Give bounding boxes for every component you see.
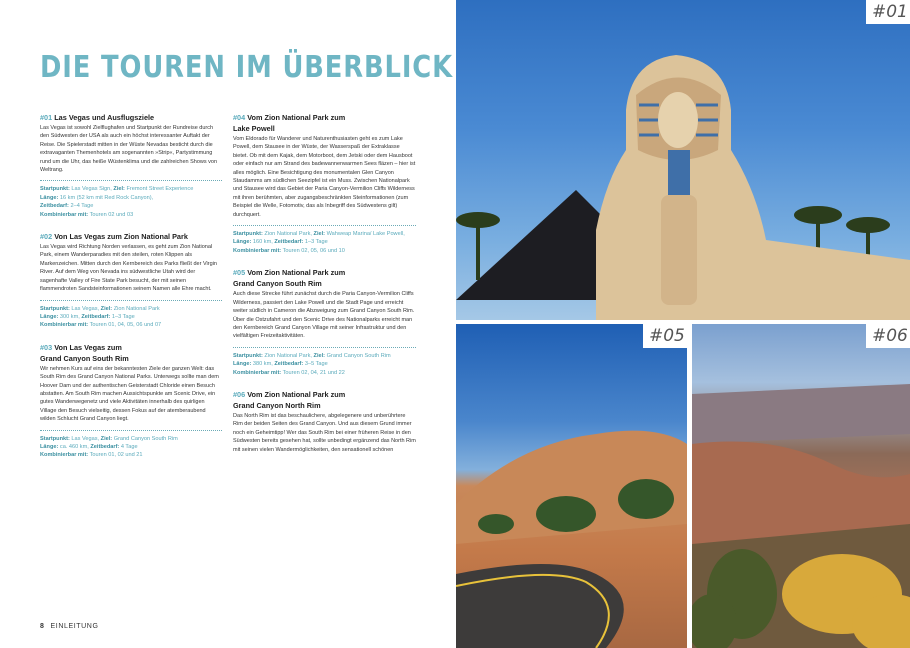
page-footer <box>40 623 99 630</box>
zeit-value: 3–5 Tage <box>304 361 328 368</box>
ziel-value: Fremont Street Experience <box>126 186 194 193</box>
tour-heading <box>40 231 222 242</box>
ziel-label: Ziel: <box>100 305 113 312</box>
column-left <box>40 112 222 472</box>
tour-description: Wir nehmen Kurs auf eins der bekanntesten Ziele der ganzen Welt: das South Rim des Grand Canyon National Parks. Unterwegs sollte man dem Hoover Dam und der authentischen Geisterstadt Chloride einen Besuch abstatten. Am South Rim machen Aussichtspunkte am Scenic Drive, ein gutes Wanderwegenetz und viele Aktivitäten innerhalb des quirligen Village den Besuch vielseitig, dessen Fokus auf der atemberaubend wilden Schlucht Grand Canyon liegt. <box>40 365 219 423</box>
komb-label: Kombinierbar mit: <box>233 369 282 376</box>
tour-info <box>40 435 222 460</box>
start-value: Zion National Park, <box>264 231 312 238</box>
zeit-value: 2–4 Tage <box>70 203 94 210</box>
komb-value: Touren 02, 04, 21 und 22 <box>282 369 345 376</box>
tour-title: Vom Zion National Park zum <box>247 268 346 278</box>
sphinx-illustration <box>456 0 910 320</box>
tour-number: #01 <box>40 113 53 122</box>
zeit-label: Zeitbedarf: <box>81 313 111 320</box>
komb-value: Touren 02, 05, 06 und 10 <box>282 247 345 254</box>
photo-badge: #06 <box>866 324 910 348</box>
start-value: Las Vegas, <box>71 305 100 312</box>
tour-number: #06 <box>233 389 246 399</box>
divider <box>40 430 222 431</box>
tour-description: Auch diese Strecke führt zunächst durch die Paria Canyon-Vermilion Cliffs Wilderness, passiert den Lake Powell und die Stadt Page und erreicht weiter südlich in Cameron die Abzweigung zum Grand Canyon South Rim. Über die Ostzufahrt und den Scenic Drive des Nationalparks erreicht man den Kernbereich Grand Canyon Village mit seiner Infrastruktur und den vielfältigen Freizeitaktivitäten. <box>233 291 415 340</box>
tour-heading <box>40 112 222 123</box>
tour-title: Vom Zion National Park zum <box>247 389 346 399</box>
tour-title-line2: Grand Canyon South Rim <box>40 353 129 363</box>
komb-label: Kombinierbar mit: <box>233 247 282 254</box>
tour-info <box>40 305 222 330</box>
start-value: Las Vegas, <box>71 435 100 442</box>
zeit-label: Zeitbedarf: <box>90 443 120 450</box>
tour-02 <box>40 231 222 330</box>
start-value: Las Vegas Sign, <box>71 186 112 193</box>
ziel-label: Ziel: <box>313 352 326 359</box>
zeit-value: 1–3 Tage <box>304 239 328 246</box>
ziel-label: Ziel: <box>113 186 125 193</box>
start-value: Zion National Park, <box>264 352 312 359</box>
divider <box>40 300 222 301</box>
laenge-value: 300 km, <box>59 313 80 320</box>
start-label: Startpunkt: <box>233 352 263 359</box>
tour-05 <box>233 267 416 377</box>
tour-number: #04 <box>233 113 246 122</box>
zeit-label: Zeitbedarf: <box>40 203 69 210</box>
sphinx-face <box>658 92 698 148</box>
divider <box>233 225 416 226</box>
tour-04 <box>233 112 416 255</box>
tour-heading <box>233 389 416 411</box>
ziel-value: Zion National Park <box>113 305 160 312</box>
komb-value: Touren 01, 04, 05, 06 und 07 <box>89 322 162 329</box>
tour-number: #02 <box>40 232 53 242</box>
tour-description: Das North Rim ist das beschaulichere, abgelegenere und unberührtere Rim der beiden Seiten des Grand Canyon. Und aus diesem Grund immer noch ein Geheimtipp! Wer das South Rim bei einer früheren Reise in den Südwesten bereits gesehen hat, sollte unbedingt ergänzend das North Rim mit seinen vielen Wandermöglichkeiten, den sensationell schönen <box>233 412 416 453</box>
divider <box>233 347 416 348</box>
tour-06 <box>233 389 416 454</box>
zeit-label: Zeitbedarf: <box>274 239 304 246</box>
komb-label: Kombinierbar mit: <box>40 452 89 459</box>
start-label: Startpunkt: <box>233 231 263 238</box>
tour-03 <box>40 342 222 460</box>
tour-title-line2: Lake Powell <box>233 124 275 133</box>
road <box>456 564 624 648</box>
laenge-value: 160 km, <box>252 239 273 246</box>
page-number: 8 <box>40 623 45 630</box>
laenge-label: Länge: <box>233 239 252 246</box>
tour-01 <box>40 112 222 219</box>
laenge-value: 16 km (52 km mit Red Rock Canyon), <box>59 194 154 201</box>
ziel-label: Ziel: <box>100 435 113 442</box>
laenge-label: Länge: <box>233 361 252 368</box>
zeit-value: 1–3 Tage <box>111 313 135 320</box>
komb-label: Kombinierbar mit: <box>40 322 89 329</box>
tour-title: Las Vegas und Ausflugsziele <box>54 113 155 122</box>
start-label: Startpunkt: <box>40 305 70 312</box>
tour-description: Vom Eldorado für Wanderer und Naturenthusiasten geht es zum Lake Powell, dem Stausee in der Wüste, der Wasserspaß der Extraklasse bietet. Ob mit dem Kajak, dem Motorboot, dem Jetski oder dem Hausboot oder einfach nur am Strand des badewannenwarmen Sees fläzen – hier ist alles möglich. Eine Besichtigung des monumentalen Glen Canyon Staudamms am südlichen Seezipfel ist ein Muss. Zwischen Nationalpark und Stausee wird das Gebiet der Paria Canyon-Vermilion Cliffs Wilderness mit ihren berühmten, aber zugangsbeschränkten Steinformationen (zum Beispiel die Welle, Fotomotiv, das als Inbegriff des Südwestens gilt) durchquert. <box>233 136 416 218</box>
photo-badge: #01 <box>866 0 910 24</box>
zeit-label: Zeitbedarf: <box>274 361 304 368</box>
photo-zion-road <box>456 324 687 648</box>
laenge-label: Länge: <box>40 313 59 320</box>
canyon-illustration <box>692 324 910 648</box>
komb-value: Touren 02 und 03 <box>89 211 134 218</box>
tour-heading <box>233 267 416 289</box>
laenge-label: Länge: <box>40 443 59 450</box>
start-label: Startpunkt: <box>40 186 70 193</box>
ziel-value: Grand Canyon South Rim <box>113 435 178 442</box>
start-label: Startpunkt: <box>40 435 70 442</box>
komb-value: Touren 01, 02 und 21 <box>89 452 143 459</box>
tour-title: Vom Zion National Park zum <box>247 113 346 122</box>
divider <box>40 180 222 181</box>
laenge-label: Länge: <box>40 194 59 201</box>
tour-title-line2: Grand Canyon North Rim <box>233 400 321 410</box>
tour-number: #05 <box>233 268 246 278</box>
far-ridge <box>692 384 910 444</box>
tour-title: Von Las Vegas zum Zion National Park <box>54 232 188 242</box>
photo-sphinx <box>456 0 910 320</box>
photo-grand-canyon <box>692 324 910 648</box>
photo-badge: #05 <box>643 324 691 348</box>
laenge-value: ca. 460 km, <box>59 443 89 450</box>
tour-heading <box>40 342 222 364</box>
column-right <box>233 112 416 466</box>
tour-info <box>40 185 222 219</box>
komb-label: Kombinierbar mit: <box>40 211 89 218</box>
sphinx-beard <box>668 150 690 195</box>
tour-heading <box>233 112 416 134</box>
road-illustration <box>456 324 687 648</box>
tour-info <box>233 230 416 255</box>
zeit-value: 4 Tage <box>120 443 138 450</box>
tour-title: Von Las Vegas zum <box>54 342 122 352</box>
tour-number: #03 <box>40 342 53 352</box>
tour-description: Las Vegas wird Richtung Norden verlassen, es geht zum Zion National Park, einem Wanderparadies mit den steilen, roten Klippen als Markenzeichen. Mitten durch den Kernbereich des Parks fließt der Virgin River. Auf dem Weg von Nevada ins südwestliche Utah wird der sagenhafte Valley of Fire State Park besucht, der mit seinen flammendroten Sandsteinformationen seinem Namen alle Ehre macht. <box>40 244 217 293</box>
laenge-value: 380 km, <box>252 361 273 368</box>
statue-figure <box>661 195 697 305</box>
ziel-value: Grand Canyon South Rim <box>326 352 391 359</box>
tour-info <box>233 352 416 377</box>
section-name: EINLEITUNG <box>50 623 99 630</box>
tour-description: Las Vegas ist sowohl Zielflughafen und Startpunkt der Rundreise durch den Südwesten der USA als auch ein höchst interessanter Auftakt der Reise. Die Spielerstadt mitten in der Wüste Nevadas besticht durch die extravaganten Themenhotels am sogenannten »Strip«, Partystimmung rund um die Uhr, das heiße Wüstenklima und die zahlreichen Shows von Weltrang. <box>40 125 218 174</box>
ziel-value: Wahweap Marina/ Lake Powell, <box>326 231 405 238</box>
page-title: DIE TOUREN IM ÜBERBLICK <box>40 50 453 85</box>
tour-title-line2: Grand Canyon South Rim <box>233 279 322 289</box>
ziel-label: Ziel: <box>313 231 326 238</box>
